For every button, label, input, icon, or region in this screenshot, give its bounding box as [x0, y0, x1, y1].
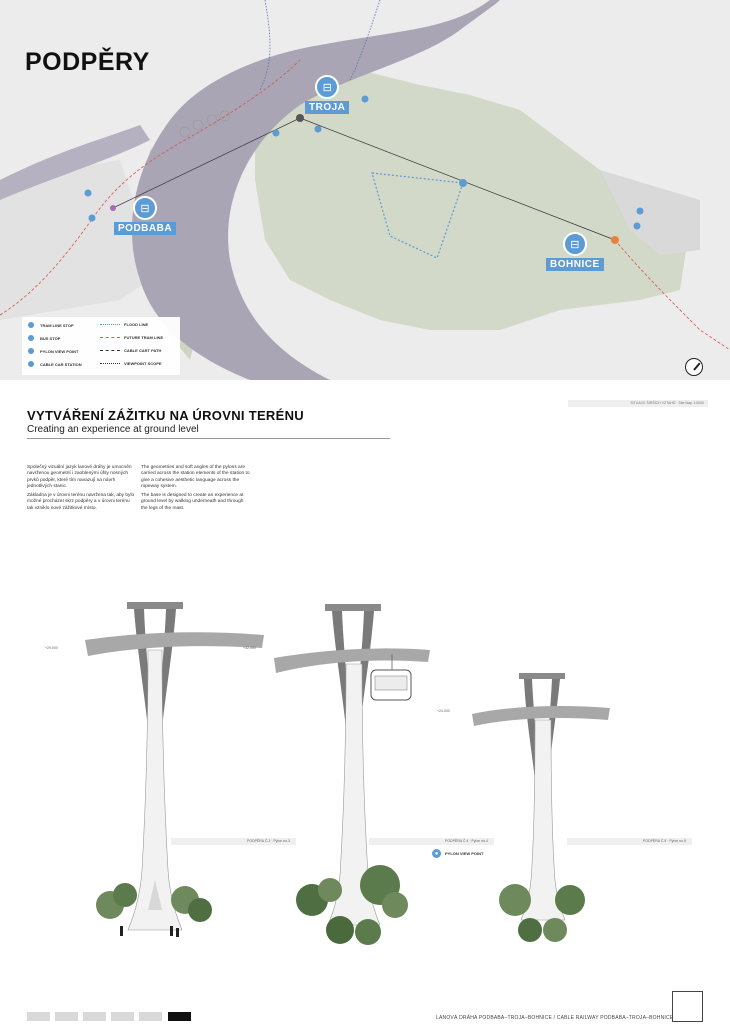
legend-item: CABLE CART PATH [100, 348, 161, 353]
level-marker: +32.000 [243, 646, 256, 650]
station-label: TROJA [305, 101, 349, 114]
page-indicator [111, 1012, 134, 1021]
map-title: PODPĚRY [25, 48, 150, 76]
page-indicator [139, 1012, 162, 1021]
legend-item: FLOOD LINE [100, 322, 148, 327]
paragraph: Základna je v úrovni terénu navržena tak, aby bylo možné procházet skrz podpěry a v úrovni terénu tak vzniklo nové zážitkové místo. [27, 493, 135, 511]
map-scale-caption: SITUACE ŠIRŠÍCH VZTAHŮ · Site Map 1:5000 [568, 400, 708, 407]
station-label: BOHNICE [546, 258, 604, 271]
pin-icon: ● [432, 849, 441, 858]
level-marker: +29.000 [45, 646, 58, 650]
page-indicator [83, 1012, 106, 1021]
footer-title: LANOVÁ DRÁHA PODBABA–TROJA–BOHNICE / CABLE RAILWAY PODBABA–TROJA–BOHNICE [436, 1015, 674, 1021]
section-heading: VYTVÁŘENÍ ZÁŽITKU NA ÚROVNI TERÉNU [27, 408, 304, 423]
pin-icon [28, 348, 34, 354]
section-subheading: Creating an experience at ground level [27, 424, 199, 435]
cable-car-icon: ⊟ [133, 196, 157, 220]
legend-item: VIEWPOINT SCOPE [100, 361, 162, 366]
viewpoint-scope-icon [100, 363, 120, 364]
pylon-5 [472, 673, 610, 942]
level-marker: +24.000 [437, 709, 450, 713]
tram-line-icon [100, 337, 120, 338]
page-indicator [55, 1012, 78, 1021]
paragraph: The geometries and soft angles of the pylons are carried across the station elements of the station to give a cohesive aesthetic language across the ropeway system. [141, 465, 250, 489]
page-indicator-active [168, 1012, 191, 1021]
cable-car-icon: ⊟ [563, 232, 587, 256]
legend-item: BUS STOP [28, 335, 60, 341]
cable-car-icon: ⊟ [315, 75, 339, 99]
cable-path-icon [100, 350, 120, 351]
pylon-view-point-marker: ● PYLON VIEW POINT [432, 849, 483, 858]
pylon-caption: PODPĚRA Č.5 · Pylon no.5 [567, 838, 692, 845]
legend-item: CABLE CAR STATION [28, 361, 82, 367]
station-label: PODBABA [114, 222, 176, 235]
paragraph: Společný vizuální jazyk lanové dráhy je umocněn navrženou geometrií i zaoblenými úhly nosných prvků podpěr, které tím navazují na návrh jednotlivých stanic. [27, 465, 132, 489]
station-bohnice [546, 232, 604, 271]
legend-item: PYLON VIEW POINT [28, 348, 78, 354]
pylon-4 [274, 604, 430, 945]
divider [27, 438, 390, 439]
pylon-caption: PODPĚRA Č.4 · Pylon no.4 [369, 838, 494, 845]
bus-stop-icon [28, 335, 34, 341]
page-indicator [27, 1012, 50, 1021]
legend-item: FUTURE TRAM LINE [100, 335, 163, 340]
paragraph: The base is designed to create an experience at ground level by walking underneath and through the legs of the mast. [141, 493, 244, 511]
pylon-caption: PODPĚRA Č.3 · Pylon no.3 [171, 838, 296, 845]
north-arrow-icon [685, 358, 703, 376]
pylon-elevations [0, 580, 730, 950]
station-troja [305, 75, 349, 114]
tram-stop-icon [28, 322, 34, 328]
map-legend [22, 317, 180, 375]
text-column-en [141, 465, 251, 515]
flood-line-icon [100, 324, 120, 325]
page-number-box [672, 991, 703, 1022]
text-column-cz [27, 465, 137, 515]
legend-item: TRAM LINE STOP [28, 322, 74, 328]
cable-car-icon [28, 361, 34, 367]
station-podbaba [114, 196, 176, 235]
pylon-3 [85, 602, 264, 937]
site-map [0, 0, 730, 380]
